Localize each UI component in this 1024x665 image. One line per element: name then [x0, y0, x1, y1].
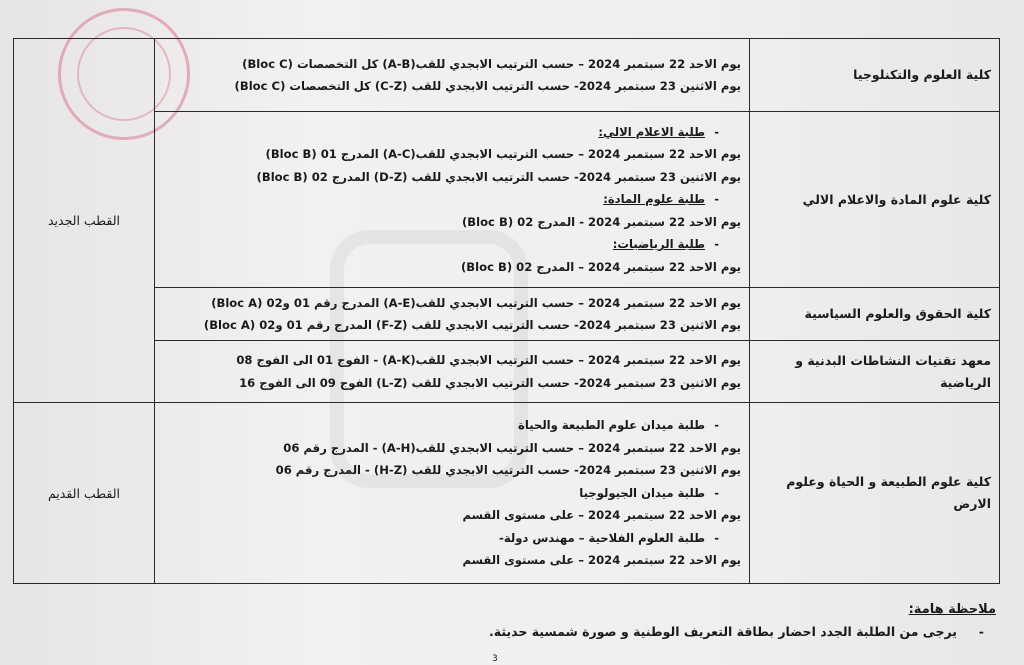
- group-title: -طلبة الاعلام الالي:: [598, 124, 719, 139]
- table-row: [14, 403, 1000, 584]
- schedule-line: يوم الاثنين 23 سبتمبر 2024- حسب الترتيب الابجدي للقب (L-Z) الفوج 09 الى الفوج 16: [239, 375, 741, 390]
- faculty-cell: كلية الحقوق والعلوم السياسية: [750, 288, 1000, 341]
- schedule-line: يوم الاحد 22 سبتمبر 2024 - المدرج 02 (Bloc B): [461, 214, 741, 229]
- schedule-cell: [155, 341, 750, 403]
- schedule-line: يوم الاحد 22 سبتمبر 2024 – على مستوى القسم: [462, 508, 741, 523]
- group-title: -طلبة ميدان علوم الطبيعة والحياة: [518, 418, 719, 433]
- group-title: -طلبة الرياضيات:: [612, 237, 719, 252]
- campus-cell-new: القطب الجديد: [14, 39, 155, 403]
- schedule-cell: [155, 112, 750, 288]
- table-row: [14, 112, 1000, 288]
- schedule-table: [13, 38, 1000, 584]
- table-row: [14, 288, 1000, 341]
- schedule-line: يوم الاثنين 23 سبتمبر 2024- حسب الترتيب الابجدي للقب (H-Z) - المدرج رقم 06: [275, 463, 741, 478]
- schedule-cell: [155, 39, 750, 112]
- group-title: -طلبة العلوم الفلاحية – مهندس دولة-: [499, 530, 719, 545]
- table-row: [14, 341, 1000, 403]
- schedule-cell: [155, 288, 750, 341]
- faculty-cell: كلية علوم المادة والاعلام الالي: [750, 112, 1000, 288]
- schedule-line: يوم الاحد 22 سبتمبر 2024 – على مستوى القسم: [462, 553, 741, 568]
- schedule-line: يوم الاحد 22 سبتمبر 2024 – حسب الترتيب الابجدي للقب(A-C) المدرج 01 (Bloc B): [265, 147, 741, 162]
- group-title: -طلبة علوم المادة:: [603, 192, 719, 207]
- schedule-line: يوم الاثنين 23 سبتمبر 2024- حسب الترتيب الابجدي للقب (F-Z) المدرج رقم 01 و02 (Bloc A): [203, 318, 741, 332]
- schedule-line: يوم الاحد 22 سبتمبر 2024 – حسب الترتيب الابجدي للقب(A-B) كل التخصصات (Bloc C): [242, 56, 741, 71]
- campus-cell-old: القطب القديم: [14, 403, 155, 584]
- faculty-cell: كلية العلوم والتكنلوجيا: [750, 39, 1000, 112]
- faculty-cell: كلية علوم الطبيعة و الحياة وعلوم الارض: [750, 403, 1000, 584]
- schedule-line: يوم الاحد 22 سبتمبر 2024 – حسب الترتيب الابجدي للقب(A-H) - المدرج رقم 06: [283, 440, 741, 455]
- page-number: 3: [492, 654, 498, 664]
- schedule-line: يوم الاثنين 23 سبتمبر 2024- حسب الترتيب الابجدي للقب (C-Z) كل التخصصات (Bloc C): [234, 79, 741, 93]
- table-row: [14, 39, 1000, 112]
- schedule-line: يوم الاحد 22 سبتمبر 2024 – حسب الترتيب الابجدي للقب(A-E) المدرج رقم 01 و02 (Bloc A): [211, 295, 741, 310]
- schedule-cell: [155, 403, 750, 584]
- schedule-line: يوم الاثنين 23 سبتمبر 2024- حسب الترتيب الابجدي للقب (D-Z) المدرج 02 (Bloc B): [256, 169, 741, 184]
- note-text: - يرجى من الطلبة الجدد احضار بطاقة التعريف الوطنية و صورة شمسية حديثة.: [489, 624, 984, 639]
- faculty-cell: معهد تقنيات النشاطات البدنية و الرياضية: [750, 341, 1000, 403]
- note-title: ملاحظة هامة:: [908, 602, 996, 617]
- group-title: -طلبة ميدان الجيولوجيا: [579, 485, 719, 500]
- schedule-line: يوم الاحد 22 سبتمبر 2024 – حسب الترتيب الابجدي للقب(A-K) - الفوج 01 الى الفوج 08: [236, 353, 741, 367]
- schedule-line: يوم الاحد 22 سبتمبر 2024 – المدرج 02 (Bloc B): [460, 259, 741, 274]
